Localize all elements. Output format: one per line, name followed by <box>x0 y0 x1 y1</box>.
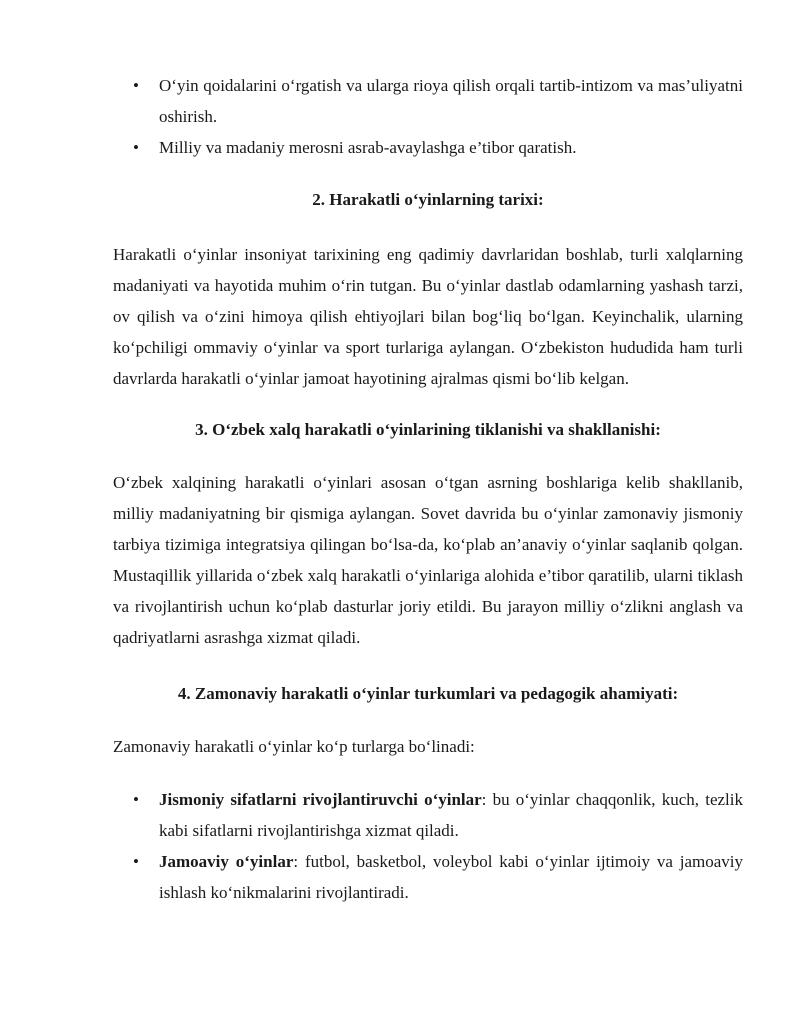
list-item-text: : futbol, basketbol, voleybol kabi o‘yinlar ijtimoiy va jamoaviy ishlash ko‘nikmalarini rivojlantiradi. <box>159 852 743 902</box>
section-3-paragraph: O‘zbek xalqining harakatli o‘yinlari asosan o‘tgan asrning boshlariga kelib shakllanib, milliy madaniyatning bir qismiga aylangan. Sovet davrida bu o‘yinlar zamonaviy jismoniy tarbiya tizimiga integratsiya qilingan bo‘lsa-da, ko‘plab an’anaviy o‘yinlar saqlanib qolgan. Mustaqillik yillarida o‘zbek xalq harakatli o‘yinlariga alohida e’tibor qaratilib, ularni tiklash va rivojlantirish uchun ko‘plab dasturlar joriy etildi. Bu jarayon milliy o‘zlikni anglash va qadriyatlarni asrashga xizmat qiladi. <box>113 473 743 647</box>
section-2-heading: 2. Harakatli o‘yinlarning tarixi: <box>312 190 544 209</box>
intro-bullet-list <box>113 70 743 163</box>
list-item: • O‘yin qoidalarini o‘rgatish va ularga rioya qilish orqali tartib-intizom va mas’uliyatni oshirish. <box>113 70 743 132</box>
list-item <box>113 846 743 908</box>
section-4-heading: 4. Zamonaviy harakatli o‘yinlar turkumlari va pedagogik ahamiyati: <box>177 684 679 703</box>
section-4-intro: Zamonaviy harakatli o‘yinlar ko‘p turlarga bo‘linadi: <box>113 737 475 756</box>
list-item: • Milliy va madaniy merosni asrab-avaylashga e’tibor qaratish. <box>113 132 743 163</box>
list-item-term: Jismoniy sifatlarni rivojlantiruvchi o‘yinlar <box>159 790 482 809</box>
section-2-paragraph: Harakatli o‘yinlar insoniyat tarixining eng qadimiy davrlaridan boshlab, turli xalqlarning madaniyati va hayotida muhim o‘rin tutgan. Bu o‘yinlar dastlab odamlarning yashash tarzi, ov qilish va o‘zini himoya qilish ehtiyojlari bilan bog‘liq bo‘lgan. Keyinchalik, ularning ko‘pchiligi ommaviy o‘yinlar va sport turlariga aylangan. O‘zbekiston hududida ham turli davrlarda harakatli o‘yinlar jamoat hayotining ajralmas qismi bo‘lib kelgan. <box>113 245 743 388</box>
document-page <box>113 70 743 908</box>
list-item-term: Jamoaviy o‘yinlar <box>159 852 294 871</box>
list-item-text: : bu o‘yinlar chaqqonlik, kuch, tezlik kabi sifatlarni rivojlantirishga xizmat qiladi. <box>159 790 743 840</box>
list-item <box>113 784 743 846</box>
section-4-bullet-list <box>113 784 743 908</box>
section-3-heading: 3. O‘zbek xalq harakatli o‘yinlarining tiklanishi va shakllanishi: <box>195 420 661 439</box>
